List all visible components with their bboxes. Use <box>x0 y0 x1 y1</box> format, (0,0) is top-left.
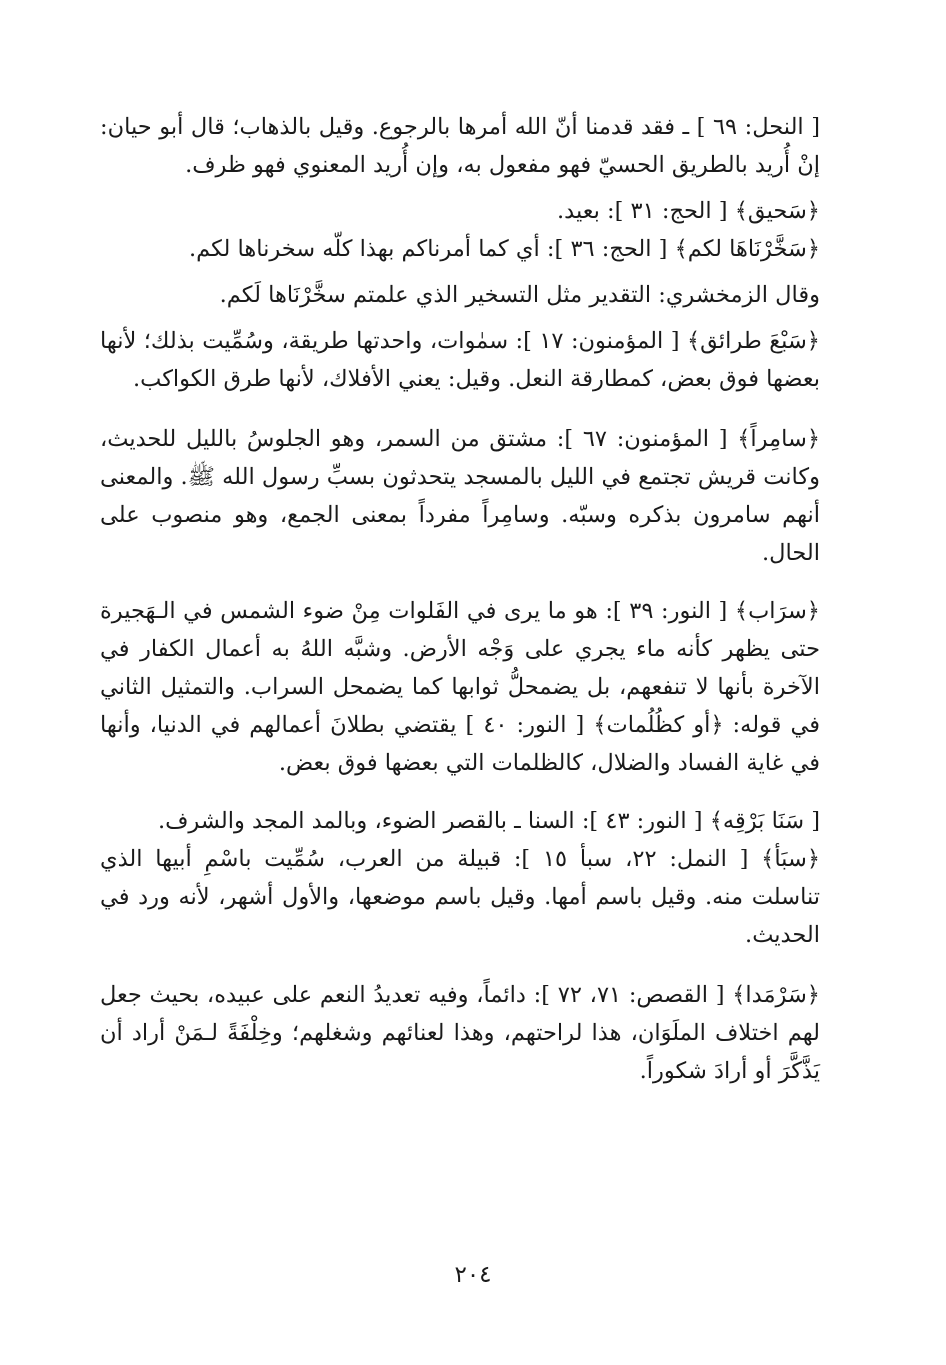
paragraph-samiran: ﴿سامِراً﴾ [ المؤمنون: ٦٧ ]: مشتق من السمر، وهو الجلوسُ بالليل للحديث، وكانت قريش تجتمع في الليل بالمسجد يتحدثون بسبِّ رسول الله ﷺ. والمعنى أنهم سامرون بذكره وسبّه. وسامِراً مفرداً بمعنى الجمع، وهو منصوب على الحال. <box>100 426 820 566</box>
paragraph-nahl-continuation: [ النحل: ٦٩ ] ـ فقد قدمنا أنّ الله أمرها بالرجوع. وقيل بالذهاب؛ قال أبو حيان: إنْ أُريد بالطريق الحسيّ فهو مفعول به، وإن أُريد المعنوي فهو ظرف. <box>100 114 821 178</box>
paragraph-sahiq: ﴿سَحيق﴾ [ الحج: ٣١ ]: بعيد. <box>557 198 820 224</box>
paragraph-sana-barqih: [ سَنَا بَرْقِه﴾ [ النور: ٤٣ ]: السنا ـ بالقصر الضوء، وبالمد المجد والشرف. <box>157 808 820 834</box>
page-body <box>100 108 820 1090</box>
paragraph-zamakhshari: وقال الزمخشري: التقدير مثل التسخير الذي علمتم سخَّرْنَاها لَكم. <box>219 282 820 308</box>
paragraph-sarmadan: ﴿سَرْمَدا﴾ [ القصص: ٧١، ٧٢ ]: دائماً، وفيه تعديدُ النعم على عبيده، بحيث جعل لهم اختلاف الملَوَان، هذا لراحتهم، وهذا لعنائهم وشغلهم؛ وخِلْفَةً لـمَنْ أراد أن يَذَّكَّرَ أو أرادَ شكوراً. <box>100 982 820 1084</box>
page-number: ٢٠٤ <box>454 1262 492 1288</box>
paragraph-sarab: ﴿سرَاب﴾ [ النور: ٣٩ ]: هو ما يرى في الفَلوات مِنْ ضوء الشمس في الـهَجيرة حتى يظهر كأنه ماء يجري على وَجْه الأرض. وشبَّه اللهُ به أعمال الكفار في الآخرة بأنها لا تنفعهم، بل يضمحلُّ ثوابها كما يضمحل السراب. والتمثيل الثاني في قوله: ﴿أو كظُلُمات﴾ [ النور: ٤٠ ] يقتضي بطلانَ أعمالهم في الدنيا، وأنها في غاية الفساد والضلال، كالظلمات التي بعضها فوق بعض. <box>100 598 820 776</box>
paragraph-saba: ﴿سبَأ﴾ [ النمل: ٢٢، سبأ ١٥ ]: قبيلة من العرب، سُمِّيت باسْمِ أبيها الذي تناسلت منه. وقيل باسم أمها. وقيل باسم موضعها، والأول أشهر، لأنه ورد في الحديث. <box>100 846 820 948</box>
paragraph-sakhkharnaha: ﴿سَخَّرْنَاهَا لكم﴾ [ الحج: ٣٦ ]: أي كما أمرناكم بهذا كلّه سخرناها لكم. <box>188 236 820 262</box>
paragraph-sab-taraiq: ﴿سَبْعَ طرائق﴾ [ المؤمنون: ١٧ ]: سمٰوات، واحدتها طريقة، وسُمِّيت بذلك؛ لأنها بعضها فوق بعض، كمطارقة النعل. وقيل: يعني الأفلاك، لأنها طرق الكواكب. <box>100 328 820 392</box>
